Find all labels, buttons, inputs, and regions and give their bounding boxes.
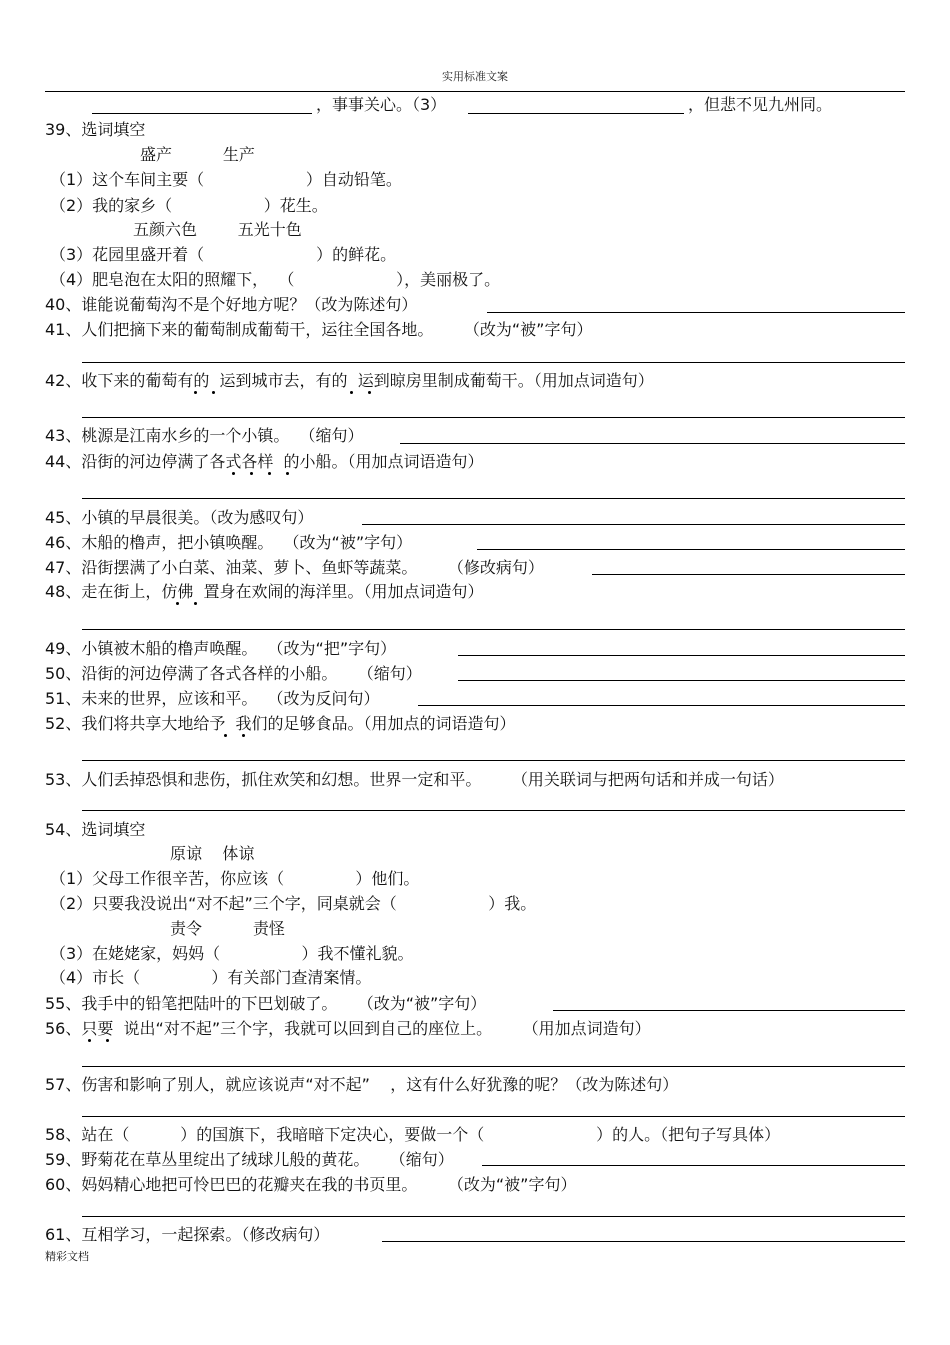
exercise-line: 45、小镇的早晨很美。（改为感叹句）: [45, 508, 314, 527]
answer-line[interactable]: [82, 417, 905, 418]
page-header: 实用标准文案: [442, 70, 508, 83]
answer-line[interactable]: [82, 1066, 905, 1067]
answer-line[interactable]: [418, 705, 905, 706]
answer-line[interactable]: [82, 810, 905, 811]
exercise-line: 原谅 体谅: [170, 844, 255, 863]
header-rule: [45, 91, 905, 92]
exercise-line: 56、只要 说出“对不起”三个字，我就可以回到自己的座位上。 （用加点词造句）: [45, 1019, 651, 1038]
exercise-line: 40、谁能说葡萄沟不是个好地方呢？（改为陈述句）: [45, 295, 418, 314]
answer-line[interactable]: [362, 524, 905, 525]
exercise-line: 59、野菊花在草丛里绽出了绒球儿般的黄花。 （缩句）: [45, 1150, 454, 1169]
answer-line[interactable]: [592, 574, 905, 575]
exercise-line: 39、选词填空: [45, 120, 146, 139]
answer-line[interactable]: [82, 1116, 905, 1117]
exercise-line: ，事事关心。（3）: [316, 95, 447, 114]
exercise-line: （2）我的家乡（ ）花生。: [50, 196, 328, 215]
exercise-line: 42、收下来的葡萄有的 运到城市去，有的 运到晾房里制成葡萄干。（用加点词造句）: [45, 371, 654, 390]
exercise-line: 55、我手中的铅笔把陆叶的下巴划破了。 （改为“被”字句）: [45, 994, 487, 1013]
exercise-line: （3）花园里盛开着（ ）的鲜花。: [50, 245, 397, 264]
exercise-line: 58、站在（ ）的国旗下，我暗暗下定决心，要做一个（ ）的人。（把句子写具体）: [45, 1125, 781, 1144]
answer-line[interactable]: [82, 498, 905, 499]
exercise-line: （3）在姥姥家，妈妈（ ）我不懂礼貌。: [50, 944, 414, 963]
exercise-line: 57、伤害和影响了别人，就应该说声“对不起” ，这有什么好犹豫的呢？（改为陈述句）: [45, 1075, 679, 1094]
answer-line[interactable]: [458, 655, 905, 656]
answer-line[interactable]: [458, 680, 905, 681]
exercise-line: 五颜六色 五光十色: [133, 220, 302, 239]
exercise-line: 46、木船的橹声，把小镇唤醒。 （改为“被”字句）: [45, 533, 413, 552]
answer-line[interactable]: [82, 362, 905, 363]
exercise-line: 50、沿街的河边停满了各式各样的小船。 （缩句）: [45, 664, 422, 683]
answer-line[interactable]: [487, 312, 905, 313]
answer-line[interactable]: [553, 1010, 905, 1011]
answer-line[interactable]: [92, 113, 312, 114]
exercise-line: 53、人们丢掉恐惧和悲伤，抓住欢笑和幻想。世界一定和平。 （用关联词与把两句话和并成一句话）: [45, 770, 784, 789]
exercise-line: 责令 责怪: [170, 919, 285, 938]
exercise-line: （2）只要我没说出“对不起”三个字，同桌就会（ ）我。: [50, 894, 537, 913]
exercise-line: 54、选词填空: [45, 820, 146, 839]
answer-line[interactable]: [482, 1165, 905, 1166]
exercise-line: （1）父母工作很辛苦，你应该（ ）他们。: [50, 869, 420, 888]
exercise-line: 52、我们将共享大地给予 我们的足够食品。（用加点的词语造句）: [45, 714, 516, 733]
answer-line[interactable]: [468, 113, 684, 114]
answer-line[interactable]: [477, 549, 905, 550]
exercise-line: 盛产 生产: [140, 145, 255, 164]
exercise-line: 60、妈妈精心地把可怜巴巴的花瓣夹在我的书页里。 （改为“被”字句）: [45, 1175, 577, 1194]
exercise-line: （1）这个车间主要（ ）自动铅笔。: [50, 170, 402, 189]
exercise-line: 48、走在街上，仿佛 置身在欢闹的海洋里。（用加点词造句）: [45, 582, 484, 601]
exercise-line: 41、人们把摘下来的葡萄制成葡萄干，运往全国各地。 （改为“被”字句）: [45, 320, 593, 339]
page-footer: 精彩文档: [45, 1250, 89, 1263]
exercise-line: 49、小镇被木船的橹声唤醒。 （改为“把”字句）: [45, 639, 397, 658]
answer-line[interactable]: [82, 1216, 905, 1217]
answer-line[interactable]: [82, 760, 905, 761]
exercise-line: 44、沿街的河边停满了各式各样 的小船。（用加点词语造句）: [45, 452, 484, 471]
exercise-line: ，但悲不见九州同。: [688, 95, 833, 114]
exercise-line: 43、桃源是江南水乡的一个小镇。 （缩句）: [45, 426, 364, 445]
answer-line[interactable]: [400, 443, 905, 444]
answer-line[interactable]: [82, 629, 905, 630]
exercise-line: 47、沿街摆满了小白菜、油菜、萝卜、鱼虾等蔬菜。 （修改病句）: [45, 558, 544, 577]
exercise-line: （4）肥皂泡在太阳的照耀下， （ ），美丽极了。: [50, 270, 501, 289]
exercise-line: 51、未来的世界，应该和平。 （改为反问句）: [45, 689, 380, 708]
answer-line[interactable]: [382, 1241, 905, 1242]
exercise-line: 61、互相学习，一起探索。（修改病句）: [45, 1225, 330, 1244]
exercise-line: （4）市长（ ）有关部门查清案情。: [50, 968, 372, 987]
